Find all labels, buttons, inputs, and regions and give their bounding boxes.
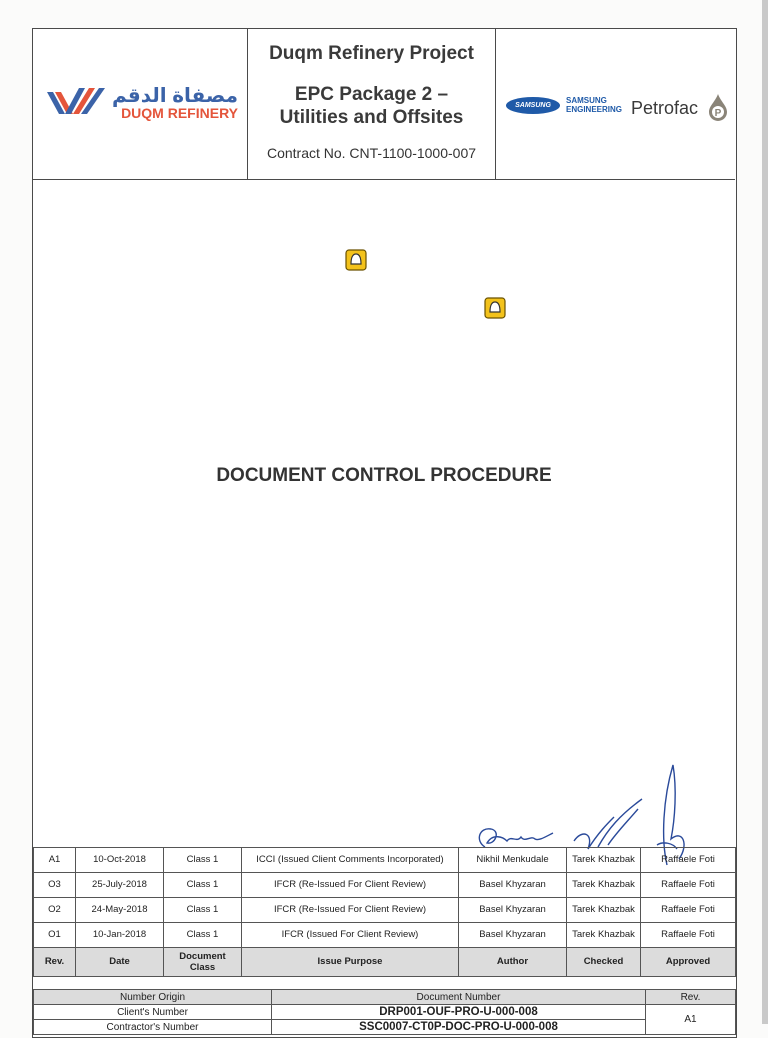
col-header-date: Date	[76, 948, 164, 977]
purpose-cell: IFCR (Re-Issued For Client Review)	[242, 873, 459, 898]
revision-row	[34, 848, 736, 873]
rev-cell: O3	[34, 873, 76, 898]
document-page	[32, 28, 737, 1038]
rev-value: A1	[646, 1005, 736, 1035]
project-title-cell	[248, 29, 496, 179]
project-name: Duqm Refinery Project	[269, 43, 474, 64]
purpose-cell: IFCR (Issued For Client Review)	[242, 923, 459, 948]
date-cell: 24-May-2018	[76, 898, 164, 923]
approved-cell: Raffaele Foti	[641, 848, 736, 873]
document-title: DOCUMENT CONTROL PROCEDURE	[216, 465, 552, 486]
approved-cell: Raffaele Foti	[641, 923, 736, 948]
class-cell: Class 1	[164, 873, 242, 898]
svg-text:P: P	[714, 108, 722, 119]
purpose-cell: IFCR (Re-Issued For Client Review)	[242, 898, 459, 923]
class-cell: Class 1	[164, 898, 242, 923]
package-line-1: EPC Package 2 –	[294, 84, 449, 105]
package-name	[248, 83, 495, 129]
document-number-table	[33, 989, 736, 1035]
client-number-label: Client's Number	[34, 1005, 272, 1020]
comment-note-icon[interactable]	[345, 249, 367, 271]
revision-row	[34, 873, 736, 898]
client-number-value: DRP001-OUF-PRO-U-000-008	[272, 1005, 646, 1020]
date-cell: 25-July-2018	[76, 873, 164, 898]
package-line-2: Utilities and Offsites	[279, 107, 464, 128]
author-cell: Nikhil Menkudale	[459, 848, 567, 873]
checked-cell: Tarek Khazbak	[567, 873, 641, 898]
number-origin-header: Number Origin	[34, 990, 272, 1005]
author-cell: Basel Khyzaran	[459, 873, 567, 898]
class-cell: Class 1	[164, 848, 242, 873]
petrofac-drop-icon	[706, 93, 730, 121]
client-logo-arabic: مصفاة الدقم	[111, 85, 238, 107]
revision-header-row	[34, 948, 736, 977]
approved-cell: Raffaele Foti	[641, 873, 736, 898]
petrofac-logo-text: Petrofac	[631, 98, 699, 118]
checked-cell: Tarek Khazbak	[567, 898, 641, 923]
col-header-checked: Checked	[567, 948, 641, 977]
date-cell: 10-Oct-2018	[76, 848, 164, 873]
purpose-cell: ICCI (Issued Client Comments Incorporated)	[242, 848, 459, 873]
duqm-refinery-logo-icon	[45, 84, 105, 118]
author-cell: Basel Khyzaran	[459, 898, 567, 923]
contractor-number-value: SSC0007-CT0P-DOC-PRO-U-000-008	[272, 1020, 646, 1035]
author-cell: Basel Khyzaran	[459, 923, 567, 948]
checked-cell: Tarek Khazbak	[567, 923, 641, 948]
page-edge-shadow	[762, 0, 768, 1024]
rev-cell: A1	[34, 848, 76, 873]
col-header-author: Author	[459, 948, 567, 977]
revision-row	[34, 923, 736, 948]
col-header-approved: Approved	[641, 948, 736, 977]
samsung-logo: SAMSUNG	[506, 97, 560, 114]
col-header-class: Document Class	[164, 948, 242, 977]
rev-header: Rev.	[646, 990, 736, 1005]
revision-row	[34, 898, 736, 923]
rev-cell: O2	[34, 898, 76, 923]
client-logo-cell	[33, 29, 248, 179]
date-cell: 10-Jan-2018	[76, 923, 164, 948]
approved-cell: Raffaele Foti	[641, 898, 736, 923]
class-cell: Class 1	[164, 923, 242, 948]
col-header-purpose: Issue Purpose	[242, 948, 459, 977]
checked-cell: Tarek Khazbak	[567, 848, 641, 873]
contract-number: Contract No. CNT-1100-1000-007	[266, 145, 477, 161]
contractor-number-label: Contractor's Number	[34, 1020, 272, 1035]
rev-cell: O1	[34, 923, 76, 948]
revision-history-table	[33, 847, 736, 977]
contractor-logos-cell	[496, 29, 735, 179]
samsung-engineering-logo: SAMSUNG ENGINEERING	[566, 96, 623, 114]
document-number-header: Document Number	[272, 990, 646, 1005]
col-header-rev: Rev.	[34, 948, 76, 977]
comment-note-icon[interactable]	[484, 297, 506, 319]
title-block-header	[33, 29, 735, 180]
client-logo-latin: DUQM REFINERY	[121, 105, 238, 121]
